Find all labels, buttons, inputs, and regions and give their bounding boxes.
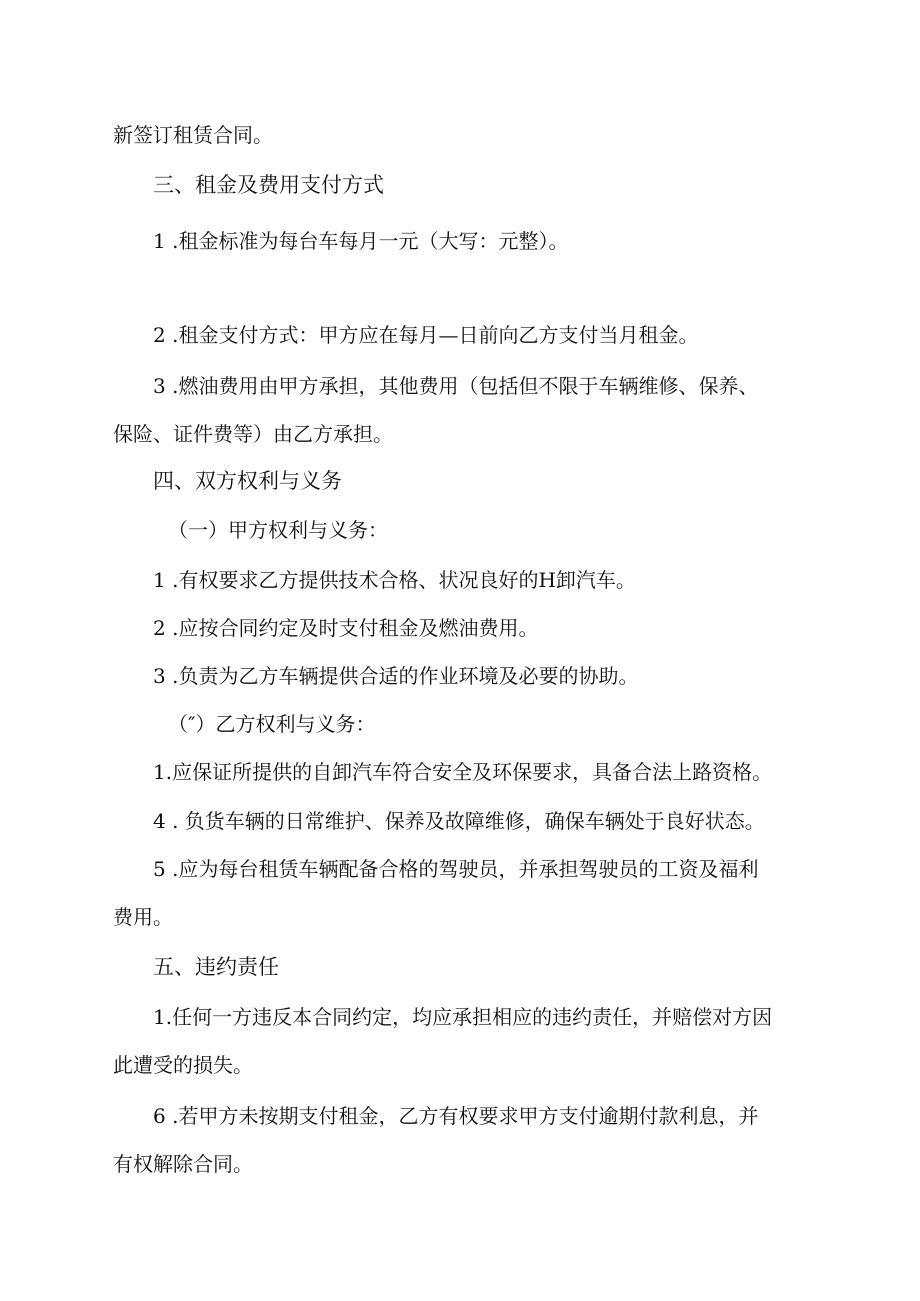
paragraph-line: 有权解除合同。 <box>113 1152 253 1176</box>
paragraph-line: 1 .有权要求乙方提供技术合格、状况良好的H卸汽车。 <box>153 568 636 592</box>
paragraph-line: 4 . 负货车辆的日常维护、保养及故障维修，确保车辆处于良好状态。 <box>153 809 765 833</box>
paragraph-line: 3 .燃油费用由甲方承担，其他费用（包括但不限于车辆维修、保养、 <box>153 374 759 398</box>
paragraph-line: 3 .负责为乙方车辆提供合适的作业环境及必要的协助。 <box>153 664 639 688</box>
subsection-heading: （″）乙方权利与义务： <box>168 712 376 736</box>
paragraph-line: 保险、证件费等）由乙方承担。 <box>113 422 393 446</box>
paragraph-line: 5 .应为每台租赁车辆配备合格的驾驶员，并承担驾驶员的工资及福利 <box>153 857 759 881</box>
paragraph-line: 2 .应按合同约定及时支付租金及燃油费用。 <box>153 616 539 640</box>
subsection-heading: （一）甲方权利与义务： <box>168 518 388 542</box>
paragraph-line: 费用。 <box>113 905 173 929</box>
paragraph-line: 新签订租赁合同。 <box>113 123 273 147</box>
paragraph-line: 6 .若甲方未按期支付租金，乙方有权要求甲方支付逾期付款利息，并 <box>153 1104 759 1128</box>
paragraph-line: 2 .租金支付方式：甲方应在每月—日前向乙方支付当月租金。 <box>153 323 699 347</box>
section-heading: 五、违约责任 <box>153 955 279 979</box>
section-heading: 四、双方权利与义务 <box>153 469 342 493</box>
section-heading: 三、租金及费用支付方式 <box>153 173 384 197</box>
paragraph-line: 1 .租金标准为每台车每月一元（大写：元整）。 <box>153 229 569 253</box>
paragraph-line: 1.应保证所提供的自卸汽车符合安全及环保要求，具备合法上路资格。 <box>153 760 773 784</box>
paragraph-line: 1.任何一方违反本合同约定，均应承担相应的违约责任，并赔偿对方因 <box>153 1005 773 1029</box>
paragraph-line: 此遭受的损失。 <box>113 1053 253 1077</box>
